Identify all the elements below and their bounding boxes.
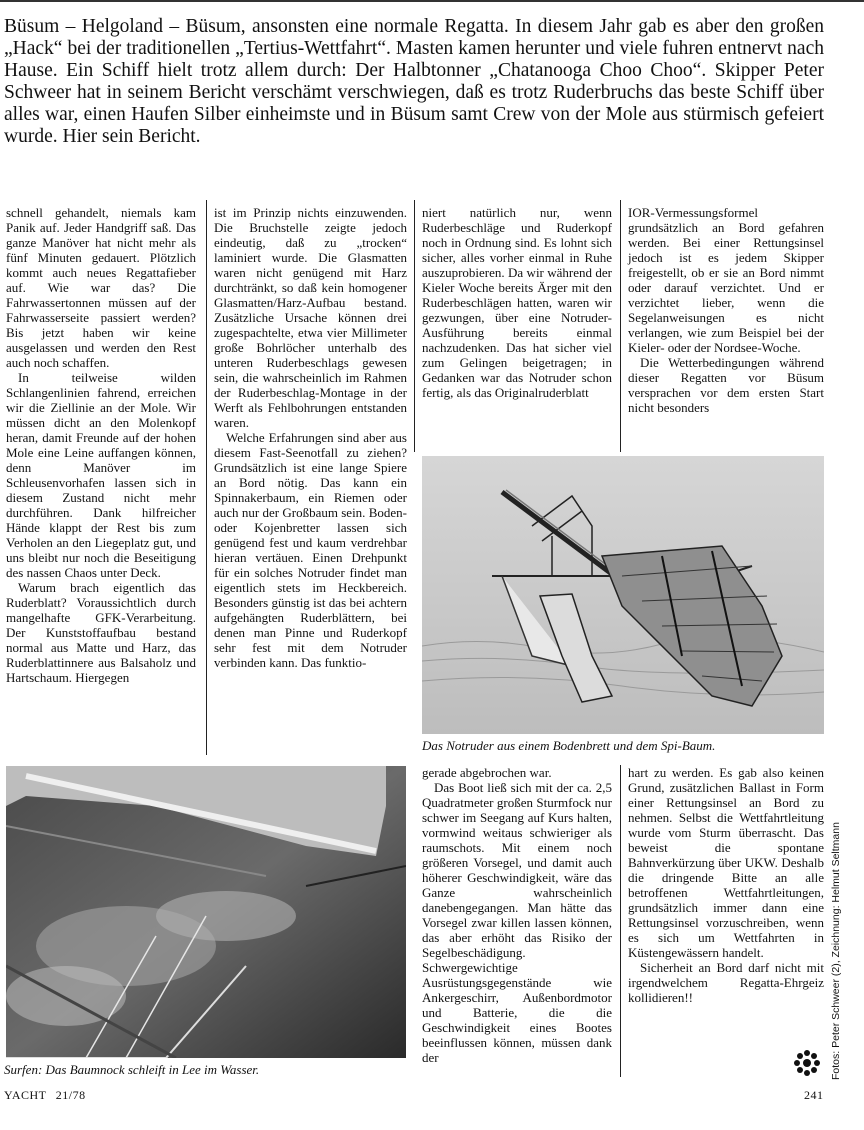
column-rule <box>620 200 621 452</box>
surfing-photo-svg <box>6 766 406 1058</box>
top-rule <box>0 0 864 2</box>
drawing-caption: Das Notruder aus einem Bodenbrett und dem Spi-Baum. <box>422 738 716 753</box>
magazine-name: YACHT <box>4 1088 47 1102</box>
column-1 <box>6 205 196 685</box>
photo-caption: Surfen: Das Baumnock schleift in Lee im Wasser. <box>4 1062 260 1077</box>
paragraph: Sicherheit an Bord darf nicht mit irgendwelchem Regatta-Ehrgeiz kollidieren!! <box>628 960 824 1005</box>
page-number: 241 <box>804 1088 824 1102</box>
surfing-photo <box>6 766 406 1058</box>
issue-number: 21/78 <box>55 1088 86 1102</box>
column-3-lower <box>422 765 612 1065</box>
paragraph: Warum brach eigentlich das Ruderblatt? Voraussichtlich durch mangelhafte GFK-Verarbeitung. Der Kunststoffaufbau bestand normal aus Matte und Harz, das Ruderblattinnere aus Balsaholz und Hartschaum. Hiergegen <box>6 580 196 685</box>
paragraph: schnell gehandelt, niemals kam Panik auf. Jeder Handgriff saß. Das ganze Manöver hat nicht mehr als fünf Minuten gedauert. Plötzlich kommt auch neues Regattafieber auf. Wie war das? Die Fahrwassertonnen müssen auf der Fahrwasserseite passiert werden? Bis jetzt haben wir keine ausgelassen und werden den Rest auch noch schaffen. <box>6 205 196 370</box>
paragraph: gerade abgebrochen war. <box>422 765 552 780</box>
paragraph: In teilweise wilden Schlangenlinien fahrend, erreichen wir die Ziellinie an der Mole. Wir müssen dicht an den Molenkopf heran, damit Freunde auf der hohen Mole eine Leine auffangen können, denn Manöver im Schleusenvorhafen lassen sich in diesem Zustand nicht mehr durchführen. Dank hilfreicher Hände klappt der Rest bis zum Verholen an den Liegeplatz gut, und uns bleibt nur noch die Beseitigung des nassen Chaos unter Deck. <box>6 370 196 580</box>
yacht-logo-icon <box>792 1048 822 1078</box>
column-rule <box>620 765 621 1077</box>
column-2 <box>214 205 407 670</box>
paragraph: Das Boot ließ sich mit der ca. 2,5 Quadratmeter großen Sturmfock nur schwer im Seegang auf Kurs halten, vormwind weitaus schwieriger als raumschots. Mit einem noch größeren Vorsegel, und damit auch höherer Geschwindigkeit, wäre das Ganze wahrscheinlich danebengegangen. Man hätte das Vorsegel zwar killen lassen können, das aber erhöht das Risiko der Segelbeschädigung. Schwergewichtige Ausrüstungsgegenstände wie Ankergeschirr, Außenbordmotor und Batterie, die die Geschwindigkeit eines Bootes beeinflussen können, müssen dank der <box>422 780 612 1065</box>
rudder-drawing <box>422 456 824 734</box>
paragraph: Die Wetterbedingungen während dieser Regatten vor Büsum versprachen vor dem ersten Start nicht besonders <box>628 355 824 415</box>
column-rule <box>414 200 415 452</box>
paragraph: ist im Prinzip nichts einzuwenden. Die Bruchstelle zeigte jedoch eindeutig, daß zu „trocken“ laminiert wurde. Die Glasmatten waren nicht genügend mit Harz durchtränkt, so daß kein homogener Glasmatten/Harz-Aufbau bestand. Zusätzliche Ursache können drei zugespachtelte, etwa vier Millimeter große Bohrlöcher unterhalb des unteren Ruderbeschlags gewesen sein, die wahrscheinlich im Rahmen der Ruderbeschlag-Montage in der Werft als Fehlbohrungen entstanden waren. <box>214 205 407 430</box>
paragraph: IOR-Vermessungsformel grundsätzlich an Bord gefahren werden. Bei einer Rettungsinsel jedoch ist es jedem Skipper freigestellt, ob er sie an Bord nimmt oder darauf verzichtet. Und er verzichtet lieber, wenn die Segelanweisungen es nicht verlangen, wie zum Beispiel bei der Kieler- oder der Nordsee-Woche. <box>628 205 824 355</box>
column-4 <box>628 205 824 415</box>
intro-lead: Büsum – Helgoland – Büsum, ansonsten eine normale Regatta. In diesem Jahr gab es aber den großen „Hack“ bei der traditionellen „Tertius-Wettfahrt“. Masten kamen herunter und viele fuhren entnervt nach Hause. Ein Schiff hielt trotz allem durch: Der Halbtonner „Chatanooga Choo Choo“. Skipper Peter Schweer hat in seinem Bericht verschämt verschwiegen, daß es trotz Ruderbruchs das beste Schiff über alles war, einen Haufen Silber einheimste und in Büsum samt Crew von der Mole aus stürmisch gefeiert wurde. Hier sein Bericht. <box>4 16 824 147</box>
column-rule <box>206 200 207 755</box>
footer-magazine <box>4 1088 86 1103</box>
paragraph: hart zu werden. Es gab also keinen Grund, zusätzlichen Ballast in Form einer Rettungsinsel an Bord zu nehmen. Selbst die Wettfahrtleitung wurde vom Sturm überrascht. Das beweist die spontane Bahnverkürzung über UKW. Deshalb die dringende Bitte an alle betroffenen Wettfahrtleitungen, grundsätzlich immer dann eine Rettungsinsel vorzuschreiben, wenn es sich um Wettfahrten in Küstengewässern handelt. <box>628 765 824 960</box>
paragraph: Welche Erfahrungen sind aber aus diesem Fast-Seenotfall zu ziehen? Grundsätzlich ist eine lange Spiere an Bord nötig. Das kann ein Spinnakerbaum, ein Riemen oder auch nur der Großbaum sein. Boden- oder Kojenbretter lassen sich genügend fest und kaum verdrehbar hieran vertäuen. Einen Drehpunkt für ein solches Notruder findet man eigentlich stets im Heckbereich. Besonders günstig ist das bei achtern aufgehängten Ruderblättern, bei denen man Pinne und Ruderkopf sehr fest mit dem Notruder verbinden kann. Das funktio- <box>214 430 407 670</box>
paragraph: niert natürlich nur, wenn Ruderbeschläge und Ruderkopf noch in Ordnung sind. Es lohnt sich sicher, alles vorher einmal in Ruhe auszuprobieren. Da wir während der Kieler Woche bereits Ärger mit den Ruderbeschlägen hatten, waren wir gezwungen, über eine Notruder-Ausführung bereits einmal nachzudenken. Das hat sicher viel zum Gelingen beigetragen; in Gedanken war das Notruder schon fertig, als das Originalruderblatt <box>422 205 612 400</box>
photo-credit: Fotos: Peter Schweer (2), Zeichnung: Helmut Seltmann <box>830 822 842 1080</box>
column-4-lower <box>628 765 824 1005</box>
column-3 <box>422 205 612 400</box>
rudder-drawing-svg <box>422 456 824 734</box>
